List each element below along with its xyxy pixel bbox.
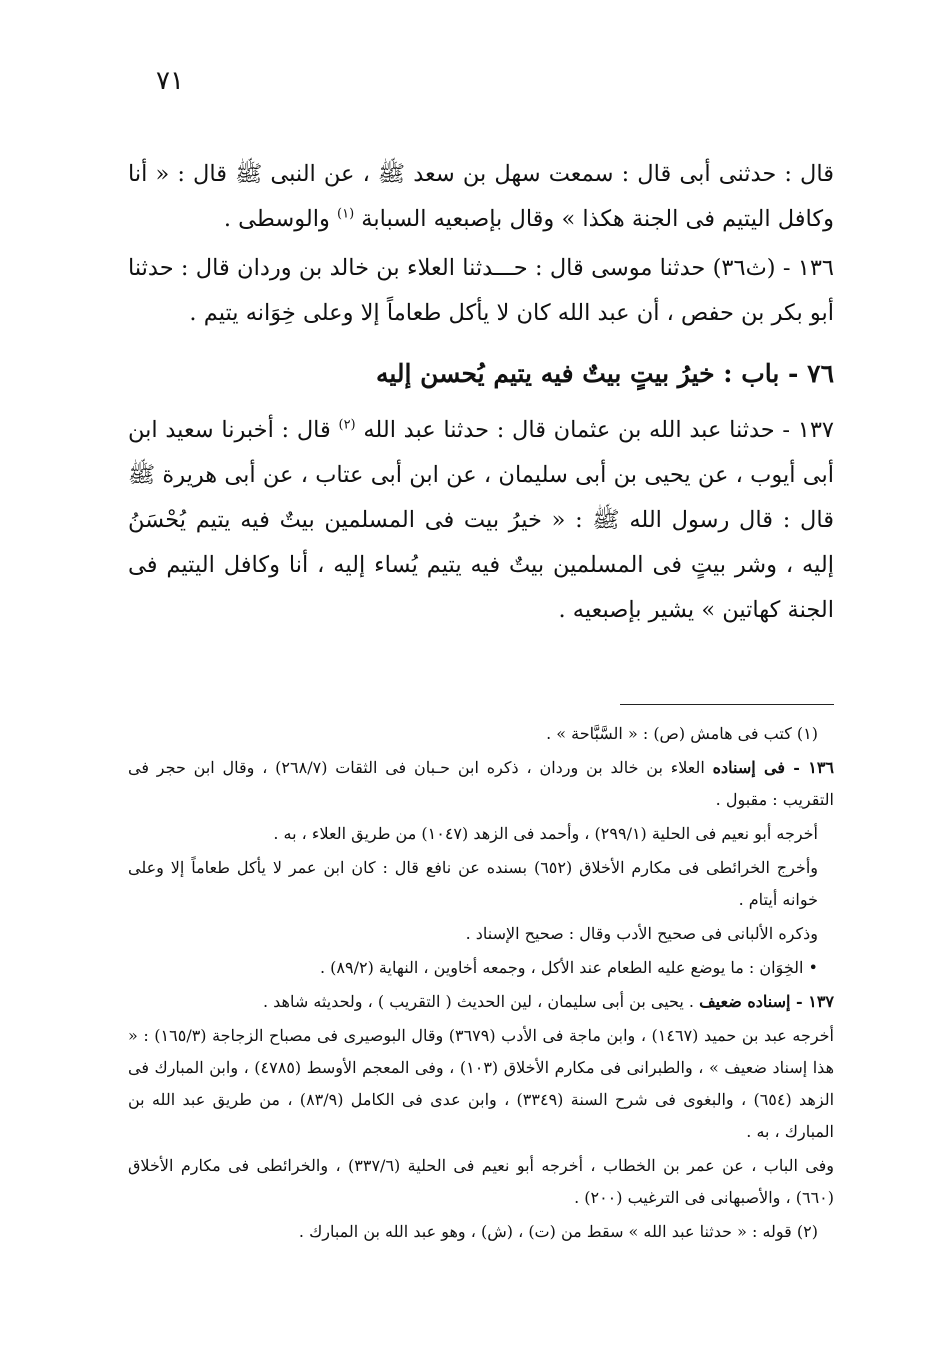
footnote-ref-2: (٢) bbox=[338, 417, 356, 433]
note-137-bab: وفى الباب ، عن عمر بن الخطاب ، أخرجه أبو نعيم فى الحلية (٣٣٧/٦) ، والخرائطى فى مكارم الأخلاق (٦٦٠) ، والأصبهانى فى الترغيب (٢٠٠) . bbox=[128, 1156, 834, 1207]
note-137 bbox=[128, 986, 834, 1018]
paragraph-hadith-137 bbox=[128, 408, 834, 633]
footnote-ref-1: (١) bbox=[337, 206, 355, 222]
main-text bbox=[128, 152, 834, 633]
paragraph-137-start: ١٣٧ - حدثنا عبد الله بن عثمان قال : حدثنا عبد الله bbox=[363, 417, 834, 443]
paragraph-hadith-136: ١٣٦ - (ث٣٦) حدثنا موسى قال : حـــدثنا العلاء بن خالد بن وردان قال : حدثنا أبو بكر بن حفص ، أن عبد الله كان لا يأكل طعاماً إلا وعلى خِوَانه يتيم . bbox=[128, 255, 834, 326]
footnote-separator bbox=[620, 704, 834, 705]
chapter-heading: ٧٦ - باب : خيرُ بيتٍ بيتٌ فيه يتيم يُحسن إليه bbox=[375, 359, 834, 388]
paragraph-135-text: قال : حدثنى أبى قال : سمعت سهل بن سعد ﷺ ، عن النبى ﷺ قال : « أنا وكافل اليتيم فى الجنة هكذا » وقال بإصبعيه السبابة bbox=[128, 161, 834, 232]
note-136 bbox=[128, 752, 834, 816]
note-136-khiwan: • الخِوَان : ما يوضع عليه الطعام عند الأكل ، وجمعه أخاوين ، النهاية (٨٩/٢) . bbox=[319, 958, 818, 977]
paragraph-hadith-135 bbox=[128, 152, 834, 242]
note-137-text: . يحيى بن أبى سليمان ، لين الحديث ( التقريب ) ، ولحديثه شاهد . bbox=[262, 992, 695, 1011]
footnotes bbox=[128, 718, 834, 1248]
paragraph-137-rest: قال : أخبرنا سعيد ابن أبى أيوب ، عن يحيى بن أبى سليمان ، عن ابن أبى عتاب ، عن أبى هريرة ﷺ قال : قال رسول الله ﷺ : « خيرُ بيت فى المسلمين بيتٌ فيه يتيم يُحْسَنُ إليه ، وشر بيتٍ فى المسلمين بيتٌ فيه يتيم يُساء إليه ، أنا وكافل اليتيم فى الجنة كهاتين » يشير بإصبعيه . bbox=[128, 417, 834, 623]
note-136-takhrij-1: أخرجه أبو نعيم فى الحلية (٢٩٩/١) ، وأحمد فى الزهد (١٠٤٧) من طريق العلاء ، به . bbox=[273, 824, 818, 843]
note-137-takhrij: أخرجه عبد بن حميد (١٤٦٧) ، وابن ماجة فى الأدب (٣٦٧٩) وقال البوصيرى فى مصباح الزجاجة (١٦٥/٣) : « هذا إسناد ضعيف » ، والطبرانى فى مكارم الأخلاق (١٠٣) ، وفى المعجم الأوسط (٤٧٨٥) ، وابن المبارك فى الزهد (٦٥٤) ، والبغوى فى شرح السنة (٣٣٤٩) ، وابن عدى فى الكامل (٨٣/٩) ، من طريق عبد الله بن المبارك ، به . bbox=[128, 1026, 835, 1141]
note-136-label: ١٣٦ - فى إسناده bbox=[712, 758, 835, 777]
page-number: ٧١ bbox=[156, 66, 184, 96]
note-137-label: ١٣٧ - إسناده ضعيف bbox=[699, 992, 834, 1011]
paragraph-135-end: والوسطى . bbox=[223, 206, 330, 232]
note-136-takhrij-2: وأخرج الخرائطى فى مكارم الأخلاق (٦٥٢) بسنده عن نافع قال : كان ابن عمر لا يأكل طعاماً إلا وعلى خوانه أيتام . bbox=[128, 858, 818, 909]
footnote-1: (١) كتب فى هامش (ص) : « السَّبَّاحة » . bbox=[546, 724, 818, 743]
note-136-albani: وذكره الألبانى فى صحيح الأدب وقال : صحيح الإسناد . bbox=[465, 924, 818, 943]
footnote-2: (٢) قوله : « حدثنا عبد الله » سقط من (ت) ، (ش) ، وهو عبد الله بن المبارك . bbox=[298, 1222, 818, 1241]
note-136-text: العلاء بن خالد بن وردان ، ذكره ابن حـبان فى الثقات (٢٦٨/٧) ، وقال ابن حجر فى التقريب : مقبول . bbox=[128, 758, 834, 809]
